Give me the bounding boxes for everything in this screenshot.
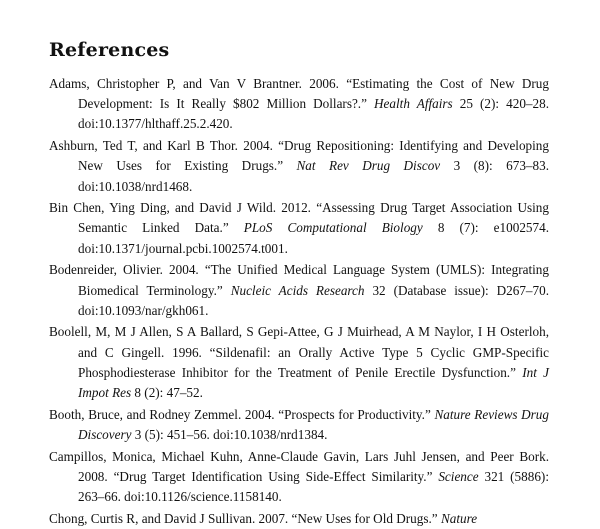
reference-details: 8 (2): 47–52. — [131, 385, 203, 401]
reference-details: 8 (7): e1002574. doi:10.1371/journal.pcbi.1002574.t001. — [78, 220, 549, 256]
reference-details: 3 (8): 673–83. doi:10.1038/nrd1468. — [78, 158, 550, 194]
reference-text: Campillos, Monica, Michael Kuhn, Anne-Claude Gavin, Lars Juhl Jensen, and Peer Bork. 2008. “Drug Target Identification Using Side-Effect Similarity.” — [49, 448, 549, 484]
journal-title: Int J Impot Res — [78, 364, 549, 401]
reference-text: Adams, Christopher P, and Van V Brantner. 2006. “Estimating the Cost of New Drug Development: Is It Really $802 Million Dollars?.” — [49, 76, 549, 112]
reference-entry — [49, 405, 549, 445]
reference-entry — [49, 136, 549, 197]
reference-text: Bodenreider, Olivier. 2004. “The Unified Medical Language System (UMLS): Integrating Biomedical Terminology.” — [49, 262, 549, 298]
reference-details: 25 (2): 420–28. doi:10.1377/hlthaff.25.2.420. — [78, 96, 549, 132]
reference-entry — [49, 74, 549, 135]
reference-entry — [49, 509, 549, 529]
references-heading: References — [49, 39, 170, 61]
journal-title: Science — [438, 468, 479, 484]
reference-entry — [49, 322, 549, 403]
reference-entry — [49, 198, 549, 259]
reference-text: Chong, Curtis R, and David J Sullivan. 2007. “New Uses for Old Drugs.” — [49, 510, 441, 526]
reference-entry — [49, 447, 549, 508]
journal-title: Nature — [440, 510, 478, 526]
reference-list — [49, 74, 549, 529]
journal-title: Nature Reviews Drug Discovery — [78, 406, 549, 442]
journal-title: Nat Rev Drug Discov — [296, 158, 441, 174]
reference-text: Bin Chen, Ying Ding, and David J Wild. 2012. “Assessing Drug Target Association Using Semantic Linked Data.” — [49, 200, 549, 236]
journal-title: PLoS Computational Biology — [243, 220, 423, 236]
reference-entry — [49, 260, 549, 321]
journal-title: Health Affairs — [374, 96, 453, 112]
reference-text: Booth, Bruce, and Rodney Zemmel. 2004. “Prospects for Productivity.” — [49, 406, 435, 422]
reference-details: 321 (5886): 263–66. doi:10.1126/science.1158140. — [78, 468, 549, 505]
reference-details: 3 (5): 451–56. doi:10.1038/nrd1384. — [131, 426, 328, 442]
reference-text: Ashburn, Ted T, and Karl B Thor. 2004. “Drug Repositioning: Identifying and Developing New Uses for Existing Drugs.” — [49, 138, 549, 174]
journal-title: Nucleic Acids Research — [230, 282, 365, 298]
reference-details: 32 (Database issue): D267–70. doi:10.1093/nar/gkh061. — [78, 282, 550, 318]
reference-text: Boolell, M, M J Allen, S A Ballard, S Gepi-Attee, G J Muirhead, A M Naylor, I H Osterloh, and C Gingell. 1996. “Sildenafil: an Orally Active Type 5 Cyclic GMP-Specific Phosphodiesterase Inhibitor for the Treatment of Penile Erectile Dysfunction.” — [49, 324, 549, 380]
